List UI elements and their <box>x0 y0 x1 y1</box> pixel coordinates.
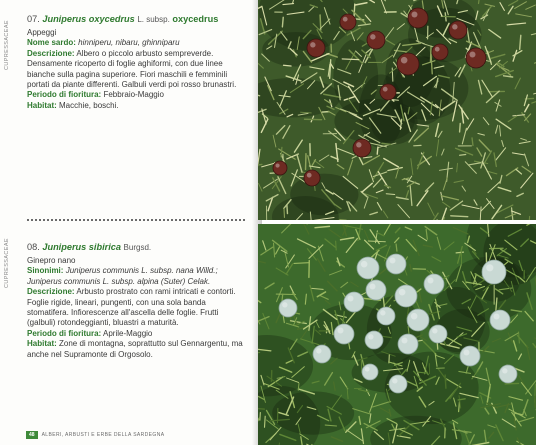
species-entry-07 <box>27 13 249 111</box>
field-flowering-period <box>27 90 249 100</box>
sibirica-berry <box>460 346 480 366</box>
field-label: Habitat: <box>27 100 57 110</box>
sibirica-berry <box>377 307 395 325</box>
field-label: Habitat: <box>27 339 57 349</box>
sibirica-berry <box>499 365 517 383</box>
field-label: Periodo di fioritura: <box>27 90 102 100</box>
sibirica-berry <box>313 345 331 363</box>
sibirica-berry <box>490 310 510 330</box>
field-text: Aprile-Maggio <box>103 328 153 338</box>
sibirica-needle <box>456 252 463 253</box>
oxycedrus-needle <box>382 143 391 144</box>
book-title: ALBERI, ARBUSTI E ERBE DELLA SARDEGNA <box>41 431 165 438</box>
field-sardinian-name <box>27 38 249 48</box>
species-heading <box>27 13 249 26</box>
species-subspecies: oxycedrus <box>172 14 219 24</box>
sibirica-berry <box>357 257 379 279</box>
oxycedrus-berry <box>304 170 320 186</box>
field-text: Albero o piccolo arbusto sempreverde. Densamente ricoperto di foglie aghiformi, con due linee bianche sulla pagina superiore. Fiori maschili e femminili portati da piante differenti. Galbuli verdi poi rosso brunastri. <box>27 48 237 90</box>
field-text: Febbraio-Maggio <box>103 90 164 100</box>
sibirica-berry <box>386 254 406 274</box>
sibirica-berry <box>398 334 418 354</box>
oxycedrus-berry <box>397 53 419 75</box>
field-text: Juniperus communis L. subsp. nana Willd.; Juniperus communis L. subsp. alpina (Suter) Celak. <box>27 266 218 286</box>
species-number: 08. <box>27 242 40 252</box>
sibirica-berry <box>365 331 383 349</box>
oxycedrus-berry <box>340 14 356 30</box>
oxycedrus-berry <box>307 39 325 57</box>
field-description <box>27 287 249 329</box>
field-label: Sinonimi: <box>27 266 64 276</box>
sibirica-berry <box>407 309 429 331</box>
sibirica-berry <box>482 260 506 284</box>
sibirica-berry <box>389 375 407 393</box>
sibirica-shadow-patch <box>272 391 354 434</box>
entry-divider <box>27 219 245 221</box>
species-entry-08 <box>27 241 249 360</box>
field-label: Periodo di fioritura: <box>27 328 102 338</box>
oxycedrus-needle <box>282 17 283 26</box>
photo-juniperus-sibirica <box>258 224 536 445</box>
species-name: Juniperus oxycedrus <box>42 14 135 24</box>
oxycedrus-needle <box>386 194 394 195</box>
common-name: Ginepro nano <box>27 256 76 265</box>
family-side-label-2: CUPRESSACEAE <box>4 238 10 289</box>
field-text: Zone di montagna, soprattutto sul Gennargentu, ma anche nel Supramonte di Orgosolo. <box>27 339 243 359</box>
sibirica-berry <box>395 285 417 307</box>
oxycedrus-berry <box>408 8 428 28</box>
sibirica-needle <box>519 332 520 343</box>
field-label: Descrizione: <box>27 287 75 297</box>
photo-juniperus-oxycedrus <box>258 0 536 220</box>
photo-sibirica-illustration <box>258 224 536 445</box>
sibirica-berry <box>424 274 444 294</box>
sibirica-berry <box>362 364 378 380</box>
left-page <box>0 0 258 445</box>
sibirica-berry <box>279 299 297 317</box>
oxycedrus-needle <box>472 138 473 145</box>
oxycedrus-berry <box>449 21 467 39</box>
sibirica-needle <box>505 383 518 384</box>
oxycedrus-berry <box>380 84 396 100</box>
oxycedrus-needle <box>377 147 378 154</box>
oxycedrus-needle <box>451 216 468 217</box>
oxycedrus-berry <box>432 44 448 60</box>
field-description <box>27 49 249 91</box>
oxycedrus-needle <box>430 46 431 62</box>
field-flowering-period <box>27 329 249 339</box>
oxycedrus-needle <box>392 68 393 81</box>
sibirica-needle <box>265 416 266 427</box>
field-habitat <box>27 339 249 360</box>
species-author: L. subsp. <box>137 15 170 24</box>
sibirica-berry <box>366 280 386 300</box>
sibirica-needle <box>437 343 438 349</box>
species-name: Juniperus sibirica <box>42 242 121 252</box>
common-name: Appeggi <box>27 28 57 37</box>
page-number: 48 <box>26 431 38 439</box>
oxycedrus-needle <box>342 59 359 60</box>
oxycedrus-needle <box>529 216 530 220</box>
field-text: Arbusto prostrato con rami intricati e contorti. Foglie rigide, lineari, pungenti, con una sola banda stomatifera. Infiorescenze all'ascella delle foglie. Frutti (galbuli) rotondeggianti, bluastri a maturità. <box>27 287 236 328</box>
species-author: Burgsd. <box>123 243 152 252</box>
page-footer <box>26 430 164 439</box>
sibirica-berry <box>334 324 354 344</box>
oxycedrus-berry <box>353 139 371 157</box>
oxycedrus-needle <box>284 65 292 66</box>
sibirica-needle <box>336 241 337 250</box>
photo-oxycedrus-illustration <box>258 0 536 220</box>
sibirica-berry <box>344 292 364 312</box>
species-heading <box>27 241 249 254</box>
field-text: hinniperu, nibaru, ghinniparu <box>78 38 180 48</box>
field-habitat <box>27 101 249 111</box>
oxycedrus-berry <box>367 31 385 49</box>
field-label: Nome sardo: <box>27 38 76 48</box>
oxycedrus-needle <box>460 123 461 131</box>
field-text: Macchie, boschi. <box>59 100 119 110</box>
species-number: 07. <box>27 14 40 24</box>
oxycedrus-needle <box>460 154 466 155</box>
sibirica-berry <box>429 325 447 343</box>
sibirica-needle <box>396 244 397 251</box>
sibirica-needle <box>445 375 446 388</box>
sibirica-needle <box>459 402 460 412</box>
field-synonyms <box>27 266 249 287</box>
family-side-label-1: CUPRESSACEAE <box>4 20 10 71</box>
oxycedrus-berry <box>273 161 287 175</box>
oxycedrus-berry <box>466 48 486 68</box>
oxycedrus-needle <box>287 205 288 214</box>
field-label: Descrizione: <box>27 48 75 58</box>
